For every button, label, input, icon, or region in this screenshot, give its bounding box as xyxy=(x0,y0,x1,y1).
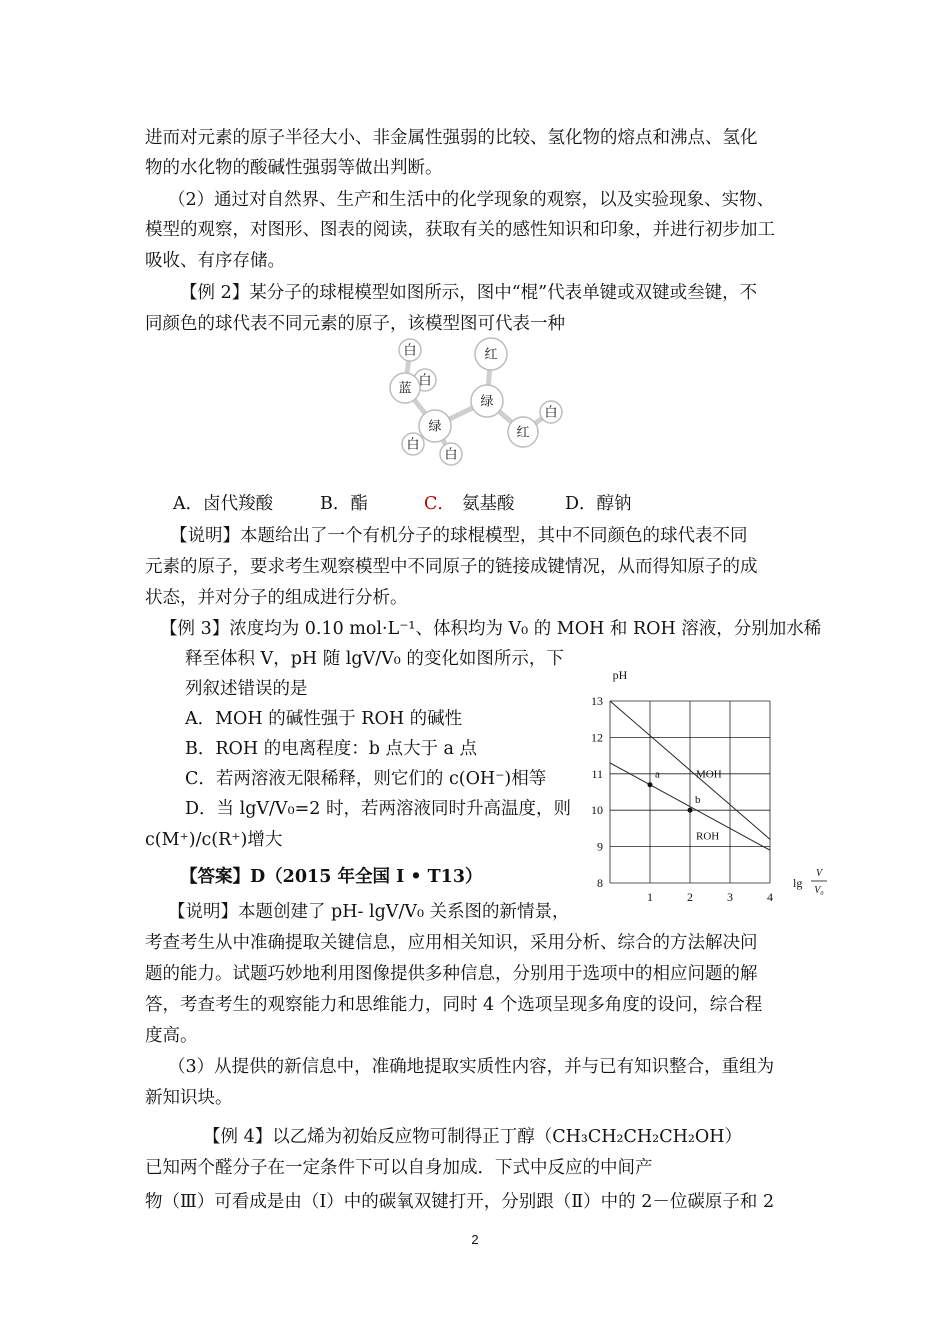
y-tick-label: 11 xyxy=(591,766,603,781)
example4-line1: 【例 4】以乙烯为初始反应物可制得正丁醇（CH₃CH₂CH₂CH₂OH） xyxy=(203,1127,742,1147)
para2-line3: 吸收、有序存储。 xyxy=(145,251,285,271)
atom-label: 绿 xyxy=(428,418,442,434)
para1-line2: 物的水化物的酸碱性强弱等做出判断。 xyxy=(145,158,443,178)
example4-line3: 物（Ⅲ）可看成是由（Ⅰ）中的碳氧双键打开，分别跟（Ⅱ）中的 2－位碳原子和 2 xyxy=(145,1192,775,1212)
point-label-b: b xyxy=(695,794,701,807)
example3-note-line1: 【说明】本题创建了 pH- lgV/V₀ 关系图的新情景， xyxy=(168,902,570,922)
series-label-moh: MOH xyxy=(696,768,722,781)
para3-line1: （3）从提供的新信息中，准确地提取实质性内容，并与已有知识整合，重组为 xyxy=(168,1057,775,1077)
y-tick-label: 8 xyxy=(597,876,603,890)
atom-label: 红 xyxy=(484,346,498,362)
x-axis-label-num: V xyxy=(815,868,823,879)
option-c: C． xyxy=(424,494,455,514)
example2-note-line2: 元素的原子，要求考生观察模型中不同原子的链接成键情况，从而得知原子的成 xyxy=(145,557,758,577)
example3-line3: 列叙述错误的是 xyxy=(185,679,308,699)
example4-line2: 已知两个醛分子在一定条件下可以自身加成．下式中反应的中间产 xyxy=(145,1158,653,1178)
atom-label: 红 xyxy=(516,424,530,440)
option-c-text: 氨基酸 xyxy=(462,494,515,514)
atom-label: 白 xyxy=(418,372,432,388)
x-tick-label: 4 xyxy=(767,890,773,904)
option-d: D．醇钠 xyxy=(565,494,632,514)
example2-line2: 同颜色的球代表不同元素的原子，该模型图可代表一种 xyxy=(145,314,565,334)
ball-and-stick-model xyxy=(385,336,565,471)
x-tick-label: 1 xyxy=(647,890,653,904)
point-label-a: a xyxy=(655,768,660,781)
example3-note-line2: 考查考生从中准确提取关键信息，应用相关知识，采用分析、综合的方法解决问 xyxy=(145,933,758,953)
example3-line2: 释至体积 V，pH 随 lgV/V₀ 的变化如图所示，下 xyxy=(185,649,564,669)
example3-note-line5: 度高。 xyxy=(145,1026,198,1046)
para2-line2: 模型的观察，对图形、图表的阅读，获取有关的感性知识和印象，并进行初步加工 xyxy=(145,220,775,240)
option-a: A．卤代羧酸 xyxy=(173,494,274,514)
point-b xyxy=(688,808,693,813)
example3-option-b: B．ROH 的电离程度：b 点大于 a 点 xyxy=(185,739,478,759)
page-number: 2 xyxy=(471,1232,479,1247)
y-axis-label: pH xyxy=(612,668,628,682)
para3-line2: 新知识块。 xyxy=(145,1088,233,1108)
example2-note-line1: 【说明】本题给出了一个有机分子的球棍模型，其中不同颜色的球代表不同 xyxy=(170,526,748,546)
series-label-roh: ROH xyxy=(696,830,720,843)
y-tick-label: 12 xyxy=(591,730,603,745)
x-tick-label: 3 xyxy=(727,890,733,904)
y-tick-label: 10 xyxy=(591,803,603,818)
ph-chart xyxy=(585,668,840,908)
example3-line1: 【例 3】浓度均为 0.10 mol·L⁻¹、体积均为 V₀ 的 MOH 和 ROH 溶液，分别加水稀 xyxy=(160,619,822,639)
atom-label: 绿 xyxy=(480,393,494,409)
y-tick-label: 9 xyxy=(597,839,603,854)
para1-line1: 进而对元素的原子半径大小、非金属性强弱的比较、氢化物的熔点和沸点、氢化 xyxy=(145,128,758,148)
example3-option-d: D．当 lgV/V₀=2 时，若两溶液同时升高温度，则 xyxy=(185,799,571,819)
para2-line1: （2）通过对自然界、生产和生活中的化学现象的观察，以及实验现象、实物、 xyxy=(168,190,775,210)
atom-label: 白 xyxy=(403,342,417,358)
atom-label: 蓝 xyxy=(398,380,412,396)
example3-option-d-cont: c(M⁺)/c(R⁺)增大 xyxy=(145,830,283,850)
atom-label: 白 xyxy=(406,436,420,452)
example3-option-a: A．MOH 的碱性强于 ROH 的碱性 xyxy=(185,709,463,729)
x-axis-label-prefix: lg xyxy=(793,876,803,890)
atom-label: 白 xyxy=(544,404,558,420)
example3-note-line4: 答，考查考生的观察能力和思维能力，同时 4 个选项呈现多角度的设问，综合程 xyxy=(145,995,763,1015)
example3-note-line3: 题的能力。试题巧妙地利用图像提供多种信息，分别用于选项中的相应问题的解 xyxy=(145,964,758,984)
option-b: B．酯 xyxy=(320,494,368,514)
x-axis-label-den: V₀ xyxy=(814,885,824,896)
atom-label: 白 xyxy=(444,446,458,462)
y-tick-label: 13 xyxy=(591,694,603,708)
point-a xyxy=(648,782,653,787)
example2-note-line3: 状态，并对分子的组成进行分析。 xyxy=(145,588,408,608)
example3-answer: 【答案】D（2015 年全国 I • T13） xyxy=(180,867,483,887)
x-tick-label: 2 xyxy=(687,890,693,904)
example3-option-c: C．若两溶液无限稀释，则它们的 c(OH⁻)相等 xyxy=(185,769,547,789)
example2-line1: 【例 2】某分子的球棍模型如图所示，图中“棍”代表单键或双键或叁键，不 xyxy=(180,283,758,303)
chart-grid xyxy=(610,701,770,883)
